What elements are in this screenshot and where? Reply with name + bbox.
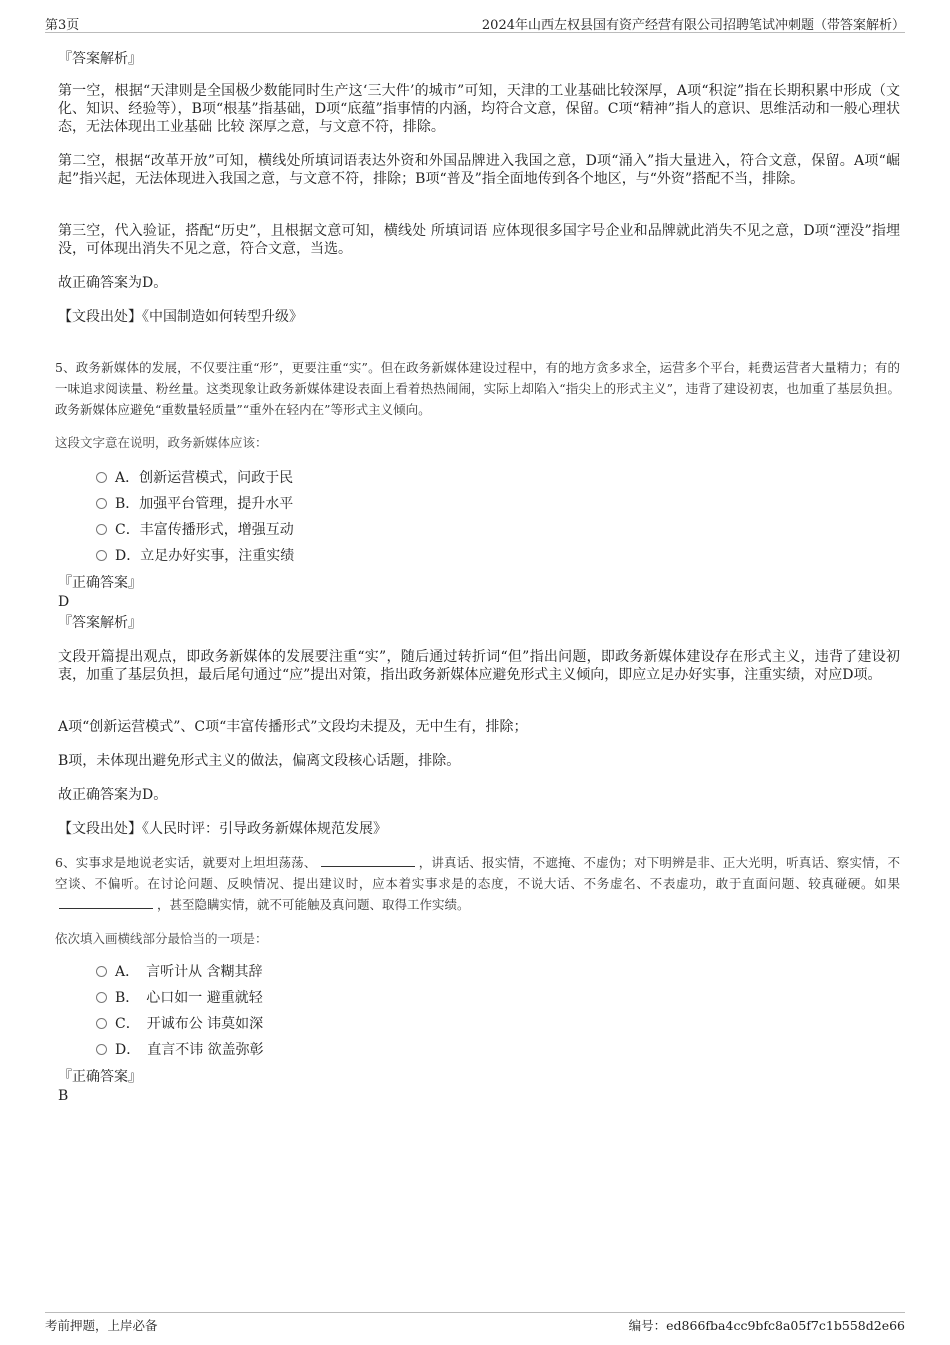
- page-footer: [45, 1312, 905, 1333]
- q6-text: [55, 852, 900, 915]
- q5-text: 5、政务新媒体的发展，不仅要注重“形”，更要注重“实”。但在政务新媒体建设过程中，有的地方贪多求全，运营多个平台，耗费运营者大量精力；有的一味追求阅读量、粉丝量。这类现象让政务新媒体建设表面上看着热热闹闹，实际上却陷入“指尖上的形式主义”，违背了建设初衷，也加重了基层负担。政务新媒体应避免“重数量轻质量”“重外在轻内在”等形式主义倾向。: [55, 360, 900, 417]
- q6-blank-1: [321, 854, 415, 867]
- document-title: 2024年山西左权县国有资产经营有限公司招聘笔试冲刺题（带答案解析）: [481, 18, 905, 33]
- q5-analysis-p1: 文段开篇提出观点，即政务新媒体的发展要注重“实”，随后通过转折词“但”指出问题，即政务新媒体建设存在形式主义，违背了建设初衷，加重了基层负担，最后尾句通过“应”提出对策，指出政务新媒体应避免形式主义倾向，即应立足办好实事，注重实绩，对应D项。: [58, 649, 900, 683]
- radio-icon[interactable]: [96, 1018, 107, 1029]
- q5-option-a[interactable]: [96, 469, 293, 487]
- q6-option-b[interactable]: [96, 989, 263, 1007]
- q6-text-a: 6、实事求是地说老实话，就要对上坦坦荡荡、: [55, 855, 317, 870]
- q5-analysis-label: 『答案解析』: [58, 615, 142, 631]
- q5-conclusion: 故正确答案为D。: [58, 787, 168, 803]
- q4-analysis-p2: 第二空，根据“改革开放”可知，横线处所填词语表达外资和外国品牌进入我国之意，D项“涌入”指大量进入，符合文意，保留。A项“崛起”指兴起，无法体现进入我国之意，与文意不符，排除；B项“普及”指全面地传到各个地区，与“外资”搭配不当，排除。: [58, 153, 900, 187]
- q5-option-b[interactable]: [96, 495, 293, 513]
- q6-option-a[interactable]: [96, 963, 263, 981]
- q5-stem: 这段文字意在说明，政务新媒体应该：: [55, 435, 268, 450]
- radio-icon[interactable]: [96, 1044, 107, 1055]
- q5-source: 【文段出处】《人民时评：引导政务新媒体规范发展》: [58, 821, 387, 837]
- q5-option-d-label: D．立足办好实事，注重实绩: [115, 548, 295, 564]
- q5-answer-label: 『正确答案』: [58, 575, 142, 591]
- radio-icon[interactable]: [96, 472, 107, 483]
- radio-icon[interactable]: [96, 524, 107, 535]
- radio-icon[interactable]: [96, 498, 107, 509]
- q5-answer: D: [58, 594, 70, 610]
- q6-option-d-label: D． 直言不讳 欲盖弥彰: [115, 1042, 264, 1058]
- q5-analysis-p2: A项“创新运营模式”、C项“丰富传播形式”文段均未提及，无中生有，排除；: [58, 719, 528, 735]
- radio-icon[interactable]: [96, 966, 107, 977]
- q4-conclusion: 故正确答案为D。: [58, 275, 168, 291]
- q6-text-c: ，甚至隐瞒实情，就不可能触及真问题、取得工作实绩。: [157, 897, 470, 912]
- q4-analysis-p1: 第一空，根据“天津则是全国极少数能同时生产这‘三大件’的城市”可知，天津的工业基础比较深厚，A项“积淀”指在长期积累中形成（文化、知识、经验等），B项“根基”指基础，D项“底蕴”指事情的内涵，均符合文意，保留。C项“精神”指人的意识、思维活动和一般心理状态，无法体现出工业基础 比较 深厚之意，与文意不符，排除。: [58, 83, 900, 135]
- q6-stem: 依次填入画横线部分最恰当的一项是：: [55, 931, 268, 946]
- radio-icon[interactable]: [96, 992, 107, 1003]
- q5-option-d[interactable]: [96, 547, 294, 565]
- q6-option-c[interactable]: [96, 1015, 263, 1033]
- radio-icon[interactable]: [96, 550, 107, 561]
- q5-option-c[interactable]: [96, 521, 294, 539]
- q6-answer: B: [58, 1088, 69, 1104]
- q5-option-c-label: C．丰富传播形式，增强互动: [115, 522, 294, 538]
- q5-option-a-label: A．创新运营模式，问政于民: [115, 470, 294, 486]
- page-number: 第3页: [45, 18, 80, 33]
- q4-analysis-p3: 第三空，代入验证，搭配“历史”，且根据文意可知，横线处 所填词语 应体现很多国字号企业和品牌就此消失不见之意，D项“湮没”指埋没，可体现出消失不见之意，符合文意，当选。: [58, 223, 900, 257]
- q6-option-d[interactable]: [96, 1041, 264, 1059]
- q4-analysis-label: 『答案解析』: [58, 51, 142, 67]
- q5-option-b-label: B．加强平台管理，提升水平: [115, 496, 294, 512]
- document-id: 编号：ed866fba4cc9bfc8a05f7c1b558d2e66: [628, 1318, 905, 1333]
- q5-analysis-p3: B项，未体现出避免形式主义的做法，偏离文段核心话题，排除。: [58, 753, 461, 769]
- q4-source: 【文段出处】《中国制造如何转型升级》: [58, 309, 303, 325]
- footer-slogan: 考前押题，上岸必备: [45, 1318, 158, 1333]
- page-header: [45, 14, 905, 33]
- q6-answer-label: 『正确答案』: [58, 1069, 142, 1085]
- q6-option-c-label: C． 开诚布公 讳莫如深: [115, 1016, 264, 1032]
- q6-option-b-label: B． 心口如一 避重就轻: [115, 990, 263, 1006]
- q6-text-b: ，讲真话、报实情，不遮掩、不虚伪；对下明辨是非、正大光明，听真话、察实情，不空谈、不偏听。在讨论问题、反映情况、提出建议时，应本着实事求是的态度，不说大话、不务虚名、不表虚功，敢于直面问题、较真碰硬。如果: [55, 855, 900, 891]
- q6-blank-2: [59, 896, 153, 909]
- q6-option-a-label: A． 言听计从 含糊其辞: [115, 964, 263, 980]
